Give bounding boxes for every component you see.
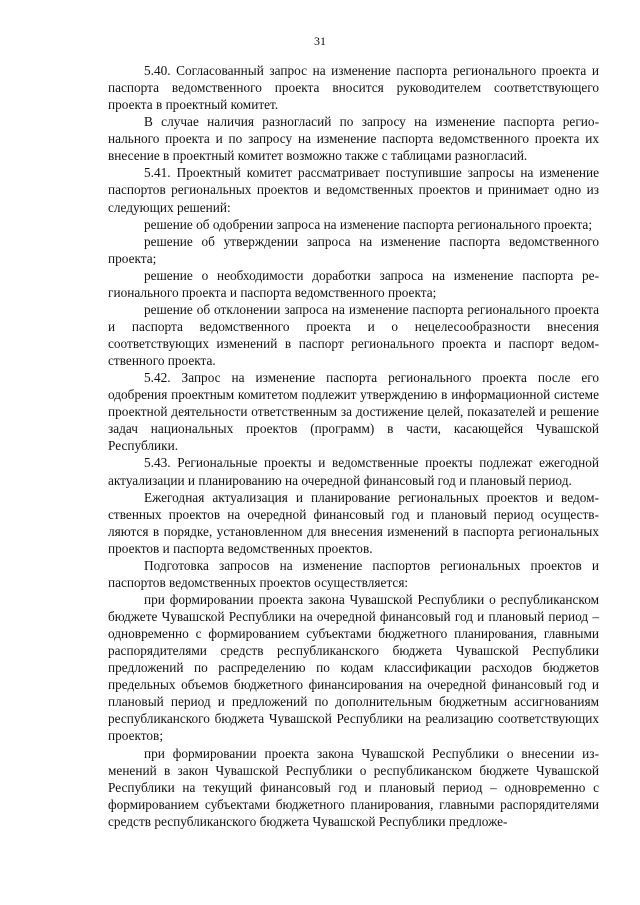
- decision-approve-regional: решение об одобрении запроса на изменение паспорта регионального проекта;: [144, 216, 593, 232]
- paragraph-request-preparation: Подготовка запросов на изменение паспортов региональных проектов и паспортов ведомственных проектов осуществляется:: [108, 557, 599, 590]
- paragraph-5-43: 5.43. Региональные проекты и ведомственные проекты подлежат ежегодной актуализации и планированию на очередной финансовый год и плановый период.: [108, 455, 599, 488]
- paragraph-5-41: 5.41. Проектный комитет рассматривает поступившие запросы на изменение паспортов региональных проектов и ведомственных проектов и принимает одно из следующих решений:: [108, 165, 599, 215]
- paragraph-5-42: 5.42. Запрос на изменение паспорта регионального проекта после его одобрения проектным комитетом подлежит утверждению в информационной системе проектной деятельности ответственным за достижение целей, показателей и решение задач национальных проектов (программ) в части, касающейся Чувашской Республики.: [108, 370, 599, 454]
- paragraph-annual-update: Ежегодная актуализация и планирование региональных проектов и ведомственных проектов на очередной финансовый год и плановый период осуществляются в порядке, установленном для внесения изменений в паспорта региональных проектов и паспорта ведомственных проектов.: [108, 489, 599, 556]
- list-item-budget-law: при формировании проекта закона Чувашской Республики о республиканском бюджете Чувашской Республики на очередной финансовый год и плановый период – одновременно с формированием субъектами бюджетного планирования, главными распорядителями средств республиканского бюджета Чувашской Республики предложений по распределению по кодам классификации расходов бюджетов предельных объемов бюджетного финансирования на очередной финансовый год и плановый период и предложений по дополнительным бюджетным ассигнованиям республиканского бюджета Чувашской Республики на реализацию соответствующих проектов;: [108, 591, 599, 744]
- decision-revision: решение о необходимости доработки запроса на изменение паспорта регионального проекта и паспорта ведомственного проекта;: [108, 267, 599, 300]
- list-item-budget-amendments: при формировании проекта закона Чувашской Республики о внесении изменений в закон Чувашской Республики о республиканском бюджете Чувашской Республики на текущий финансовый год и плановый период – одновременно с формированием субъектами бюджетного планирования, главными распорядителями средств республиканского бюджета Чувашской Республики предложе-: [108, 745, 599, 829]
- decision-approve-departmental: решение об утверждении запроса на изменение паспорта ведомственного проекта;: [108, 233, 599, 266]
- paragraph-5-40: 5.40. Согласованный запрос на изменение паспорта регионального проекта и паспорта ведомственного проекта вносится руководителем соответствующего проекта в проектный комитет.: [108, 63, 599, 113]
- document-body: [108, 62, 599, 830]
- page-number: 31: [314, 34, 326, 48]
- paragraph-disagreements: В случае наличия разногласий по запросу на изменение паспорта регионального проекта и по запросу на изменение паспорта ведомственного проекта их внесение в проектный комитет возможно также с таблицами разногласий.: [108, 114, 599, 164]
- decision-reject: решение об отклонении запроса на изменение паспорта регионального проекта и паспорта ведомственного проекта и о нецелесообразности внесения соответствующих изменений в паспорт регионального проекта и паспорт ведомственного проекта.: [108, 301, 599, 369]
